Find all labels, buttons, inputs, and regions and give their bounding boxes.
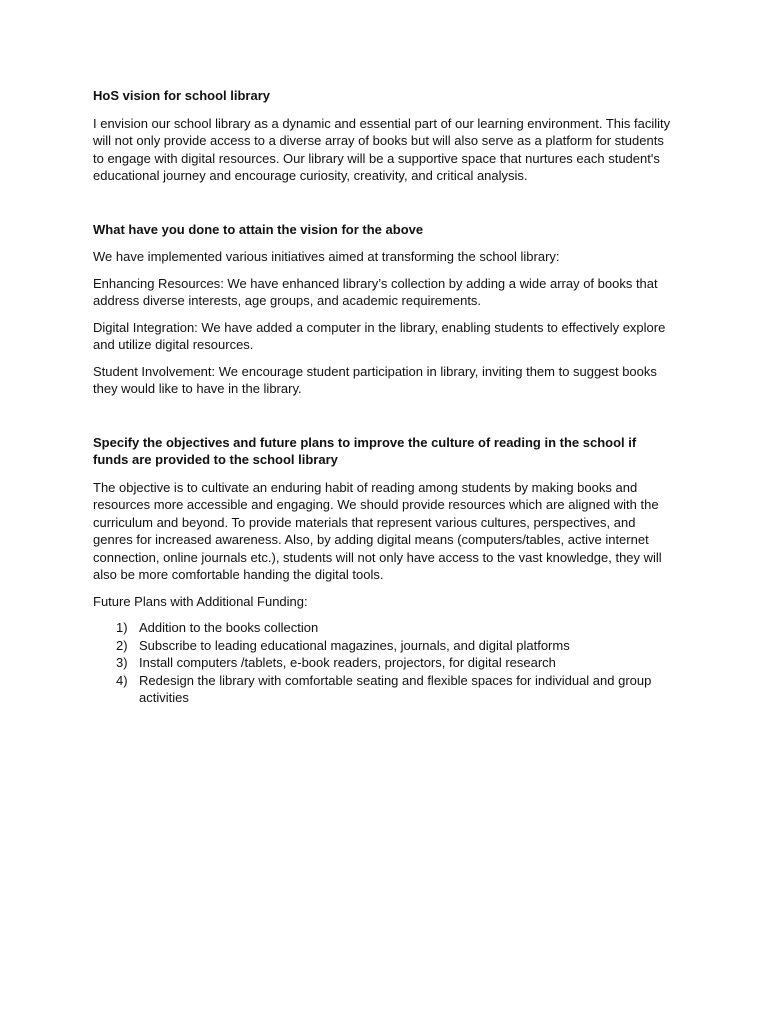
section-spacer [93,194,675,221]
list-item [116,637,675,655]
list-item-text: Addition to the books collection [139,620,319,635]
list-item-number: 4) [116,672,128,688]
section-spacer [93,407,675,434]
list-item [116,672,675,707]
list-item [116,619,675,637]
action-item-resources: Enhancing Resources: We have enhanced library’s collection by adding a wide array of books that address diverse interests, age groups, and academic requirements. [93,275,658,308]
list-item-text: Install computers /tablets, e-book readers, projectors, for digital research [139,655,556,670]
list-item-number: 3) [116,655,128,670]
list-item [116,654,675,672]
actions-intro: We have implemented various initiatives aimed at transforming the school library: [93,249,560,264]
future-plans-label: Future Plans with Additional Funding: [93,593,308,609]
section-heading-actions: What have you done to attain the vision for the above [93,221,424,237]
list-item-number: 2) [116,637,128,653]
list-item-text: Redesign the library with comfortable seating and flexible spaces for individual and group activities [139,672,652,705]
section-heading-objectives: Specify the objectives and future plans to improve the culture of reading in the school if funds are provided to the school library [93,434,637,467]
future-plans-list [93,619,675,707]
list-item-number: 1) [116,620,128,635]
action-item-involvement: Student Involvement: We encourage student participation in library, inviting them to suggest books they would like to have in the library. [93,363,657,396]
list-item-text: Subscribe to leading educational magazines, journals, and digital platforms [139,637,570,653]
objectives-paragraph: The objective is to cultivate an enduring habit of reading among students by making books and resources more accessible and engaging. We should provide resources which are aligned with the curriculum and beyond. To provide materials that represent various cultures, perspectives, and genres for increased awareness. Also, by adding digital means (computers/tables, active internet connection, online journals etc.), students will not only have access to the vast knowledge, they will also be more comfortable handing the digital tools. [93,479,662,582]
action-item-digital: Digital Integration: We have added a computer in the library, enabling students to effectively explore and utilize digital resources. [93,319,666,352]
vision-paragraph: I envision our school library as a dynamic and essential part of our learning environment. This facility will not only provide access to a diverse array of books but will also serve as a platform for students to engage with digital resources. Our library will be a supportive space that nurtures each student's educational journey and encourage curiosity, creativity, and critical analysis. [93,115,671,183]
section-heading-vision: HoS vision for school library [93,88,270,103]
